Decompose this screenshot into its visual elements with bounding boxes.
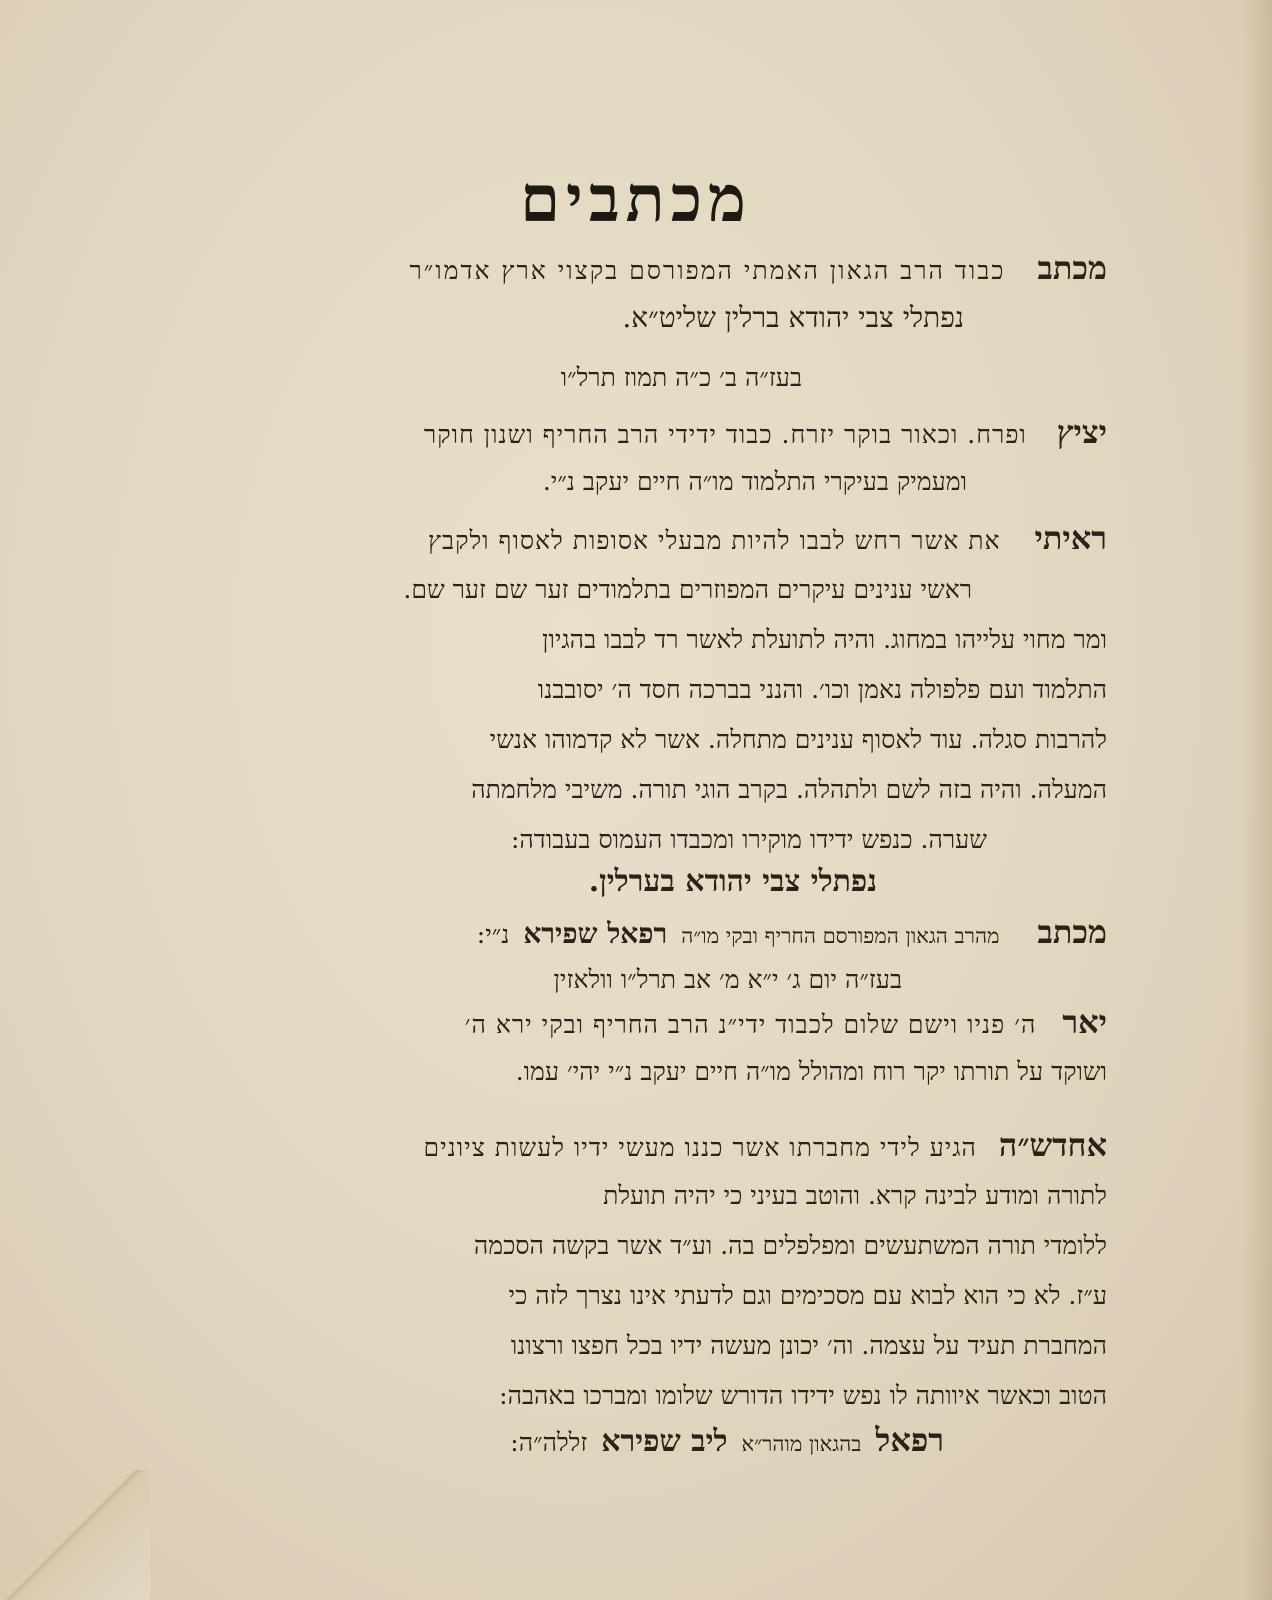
letter1-greeting-line2: ומעמיק בעיקרי התלמוד מו״ה חיים יעקב נ״י. [542,467,967,496]
letter1-greeting-lead: יציץ [1056,413,1107,451]
page-title: מכתבים [520,162,752,237]
letter1-body-line: ומר מחוי עלייהו במחוג. והיה לתועלת לאשר רד לבבו בהגיון [542,625,1107,654]
letter1-body-line: המעלה. והיה בזה לשם ולתהלה. בקרב הוגי תורה. משיבי מלחמתה [471,775,1107,804]
letter2-greeting-rest: ה׳ פניו וישם שלום לכבוד ידי״נ הרב החריף ובקי ירא ה׳ [464,1010,1037,1039]
letter2-signature [510,1420,944,1464]
letter1-greeting [424,412,1107,455]
letter2-signature-name: ליב שפירא [601,1424,728,1459]
letter2-heading-rest: מהרב הגאון המפורסם החריף ובקי מו״ה [681,924,1000,948]
letter1-greeting-rest: ופרח. וכאור בוקר יזרח. כבוד ידידי הרב החריף ושנון חוקר [423,420,1027,449]
letter2-heading [477,912,1107,956]
letter1-heading-rest: כבוד הרב הגאון האמתי המפורסם בקצוי ארץ אדמו״ר [409,256,1006,285]
letter2-body-lead: אחדש״ה [998,1126,1107,1164]
letter2-greeting [465,1002,1107,1045]
letter2-heading-name: רפאל שפירא [523,917,668,950]
letter1-date: בעז״ה ב׳ כ״ה תמוז תרל״ו [560,363,802,392]
letter2-signature-suffix: זללה״ה: [510,1428,588,1457]
letter2-heading-suffix: נ״י: [476,920,510,949]
letter2-greeting-lead: יאר [1062,1003,1107,1041]
page-edge-shadow [1242,0,1272,1600]
letter2-signature-lead: רפאל [875,1421,944,1459]
letter2-body-line: הטוב וכאשר איוותה לו נפש ידידו הדורש שלומו ומברכו באהבה: [499,1381,1107,1410]
letter1-body-line1: את אשר רחש לבבו להיות מבעלי אסופות לאסוף ולקבץ [428,526,1001,555]
letter2-body-line: ע״ז. לא כי הוא לבוא עם מסכימים וגם לדעתי אינו נצרך לזה כי [508,1281,1107,1310]
letter1-signature: נפתלי צבי יהודא בערלין. [588,864,877,899]
letter1-body-line: התלמוד ועם פלפולה נאמן וכו׳. והנני בברכה חסד ה׳ יסובבנו [537,675,1107,704]
letter2-body-line1: הגיע לידי מחברתו אשר כננו מעשי ידיו לעשות ציונים [423,1133,977,1162]
letter1-body-line: שערה. כנפש ידידו מוקירו ומכבדו העמוס בעבודה: [510,825,987,854]
letter2-body-line: ללומדי תורה המשתעשים ומפלפלים בה. וע״ד אשר בקשה הסכמה [473,1231,1107,1260]
letter1-body-line: ראשי ענינים עיקרים המפוזרים בתלמודים זער שם זער שם. [403,575,972,604]
letter1-body-first [428,518,1107,561]
letter1-heading-lead: מכתב [1037,249,1107,287]
letter1-heading [409,248,1107,291]
letter1-heading-line2: נפתלי צבי יהודא ברלין שליט״א. [622,301,964,334]
letter2-body-line: המחברת תעיד על עצמה. וה׳ יכונן מעשה ידיו בכל חפצו ורצונו [510,1331,1107,1360]
letter2-heading-lead: מכתב [1037,913,1107,951]
letter2-body-first [423,1125,1107,1168]
letter1-body-lead: ראיתי [1034,519,1107,557]
letter2-greeting-line2: ושוקד על תורתו יקר רוח ומהולל מו״ה חיים יעקב נ״י יהי׳ עמו. [515,1057,1107,1086]
letter2-date: בעז״ה יום ג׳ י״א מ׳ אב תרל״ו וולאזין [553,965,902,994]
letter2-body-line: לתורה ומודע לבינה קרא. והוטב בעיני כי יהיה תועלת [603,1181,1107,1210]
folded-corner [0,1470,150,1600]
letter2-signature-mid: בהגאון מוהר״א [741,1432,862,1456]
letter1-body-line: להרבות סגלה. עוד לאסוף ענינים מתחלה. אשר לא קדמוהו אנשי [489,725,1107,754]
